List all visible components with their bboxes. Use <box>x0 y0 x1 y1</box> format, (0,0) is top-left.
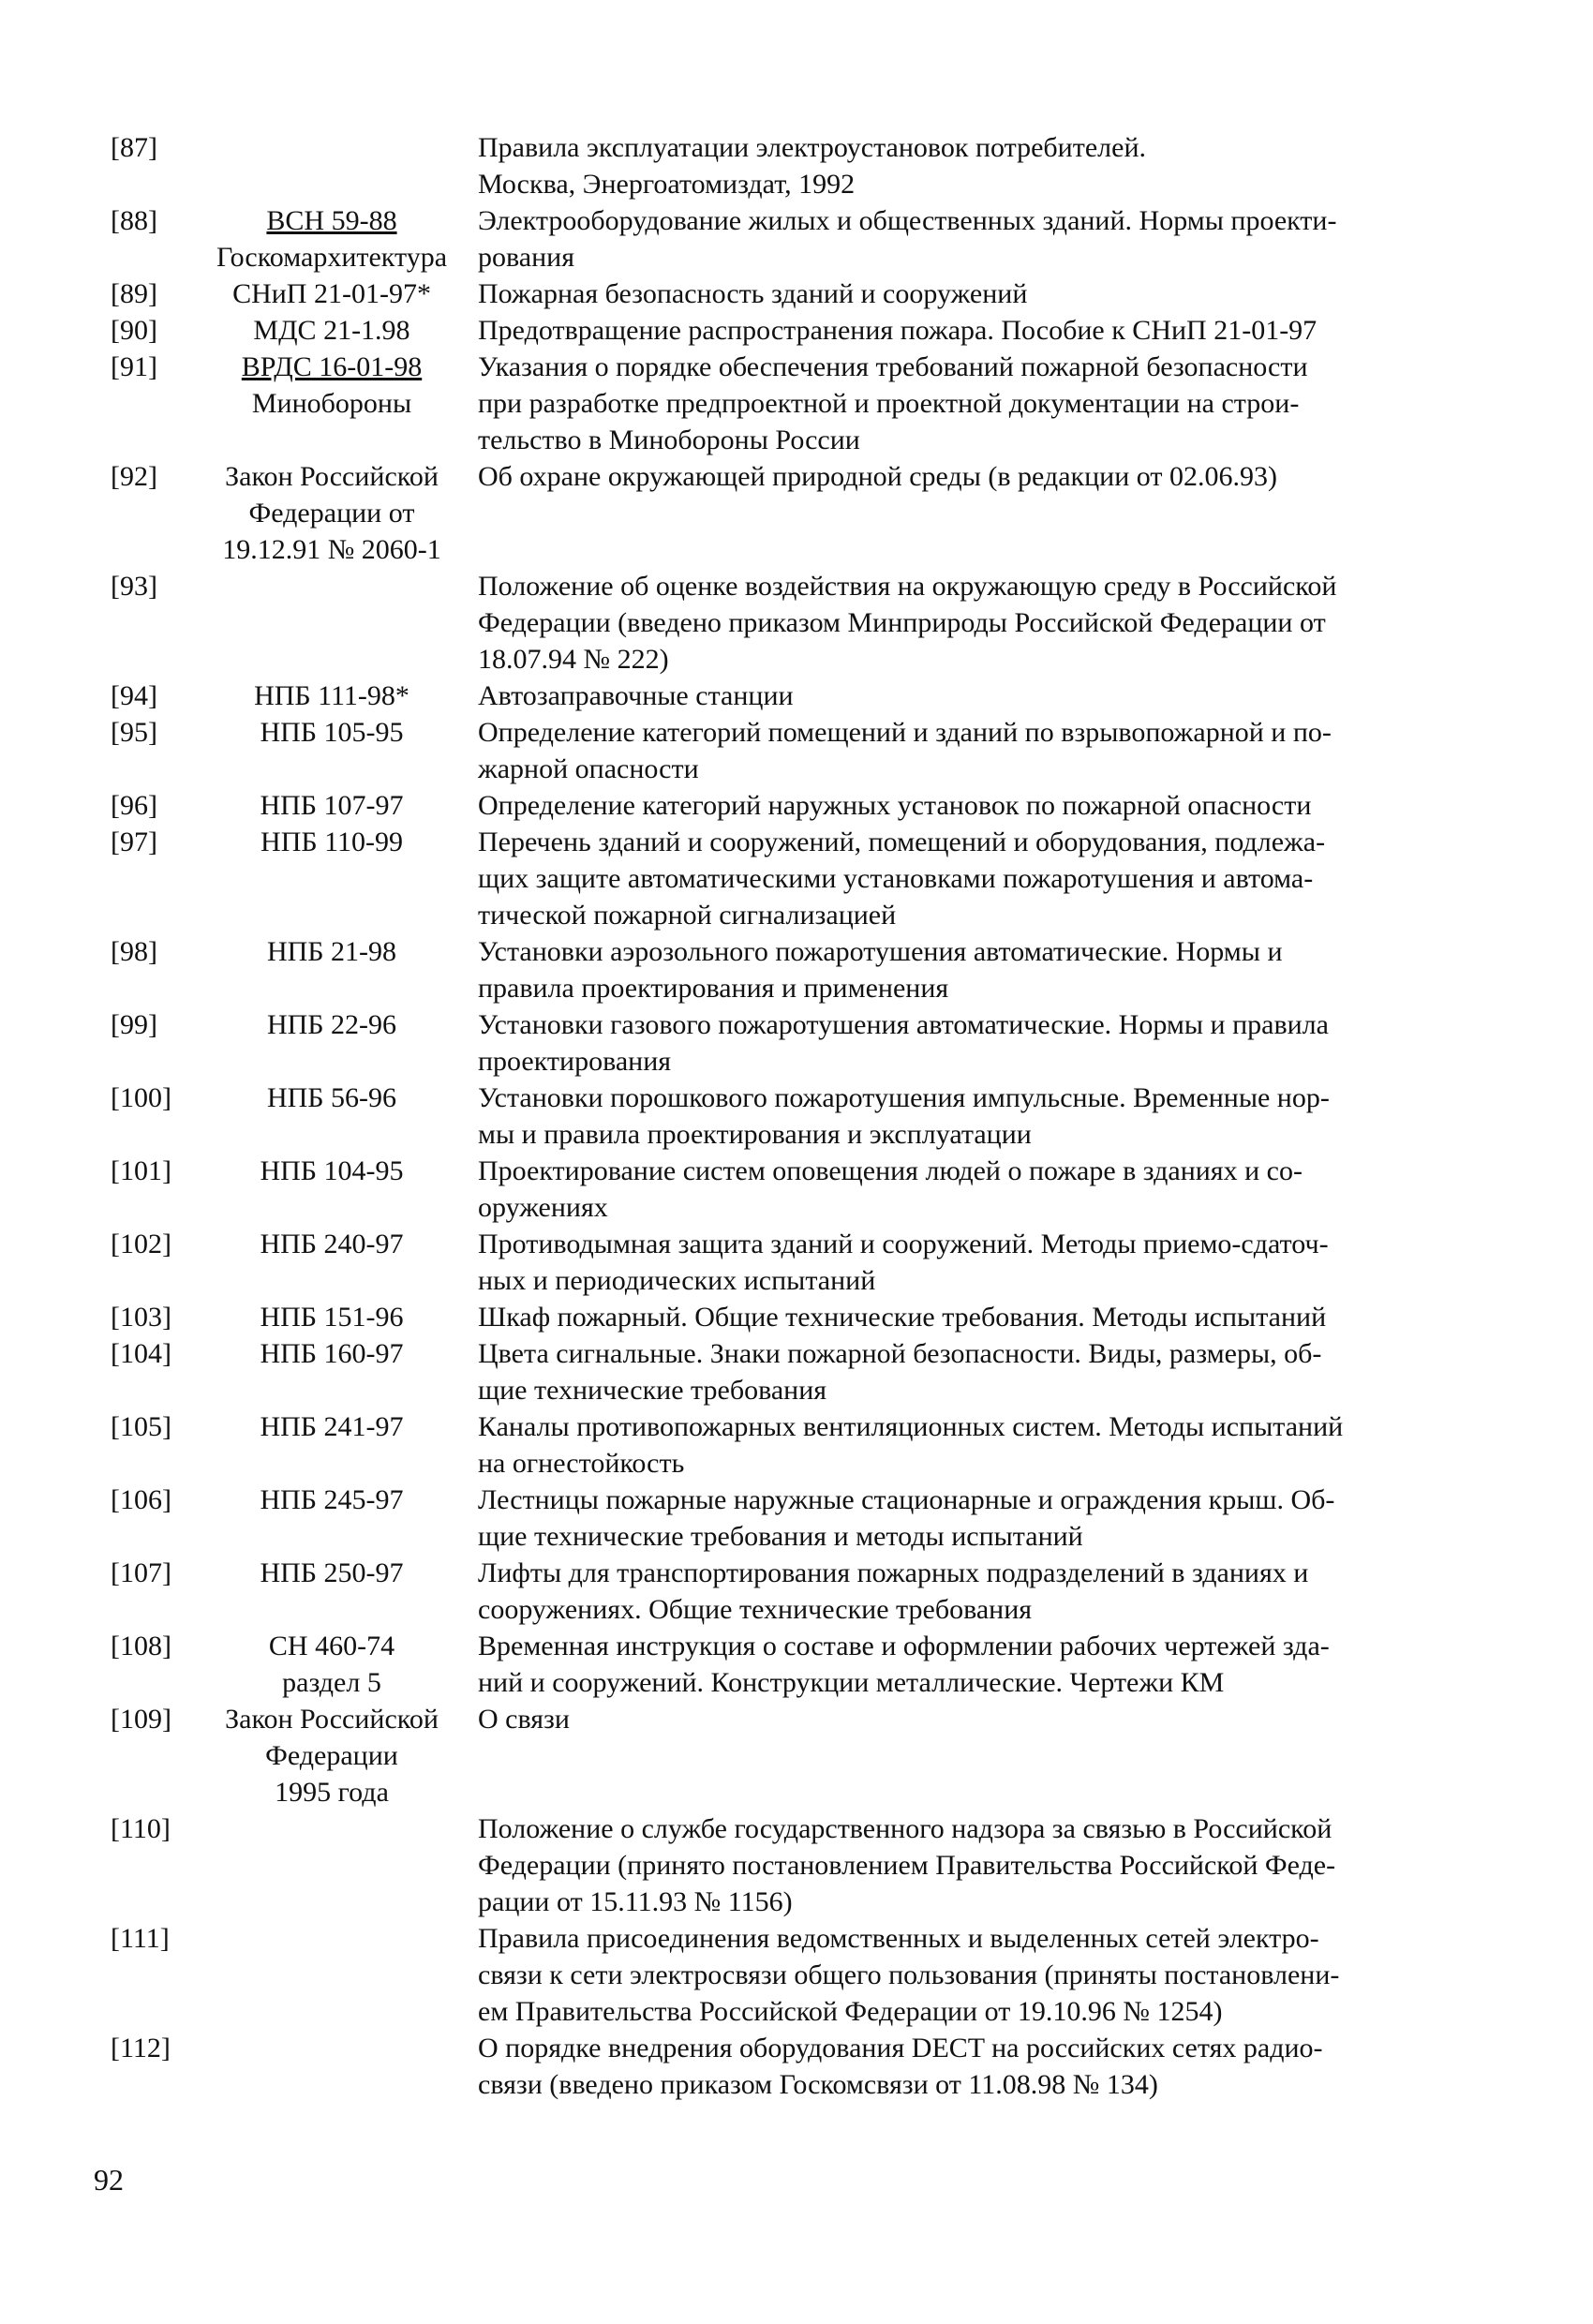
reference-row <box>111 1080 1488 1153</box>
reference-title: Перечень зданий и сооружений, помещений и оборудования, подлежа- щих защите автоматическими установками пожаротушения и автома- тической пожарной сигнализацией <box>478 827 1326 931</box>
reference-code: НПБ 241-97 <box>260 1411 404 1442</box>
reference-title: Электрооборудование жилых и общественных зданий. Нормы проекти- рования <box>478 205 1337 273</box>
reference-number: [108] <box>111 1631 171 1661</box>
reference-code: ВРДС 16-01-98 Минобороны <box>241 351 423 419</box>
reference-code: НПБ 240-97 <box>260 1229 404 1259</box>
reference-title: Правила эксплуатации электроустановок потребителей. Москва, Энергоатомиздат, 1992 <box>478 132 1146 200</box>
reference-number: [112] <box>111 2033 171 2063</box>
reference-title: Правила присоединения ведомственных и выделенных сетей электро- связи к сети электросвязи общего пользования (приняты постановлени- ем Правительства Российской Федерации от 19.10.96 № 1254) <box>478 1923 1340 2027</box>
page-number: 92 <box>94 2163 124 2197</box>
reference-number: [94] <box>111 680 157 711</box>
reference-title: Предотвращение распространения пожара. Пособие к СНиП 21-01-97 <box>478 315 1318 346</box>
reference-number: [106] <box>111 1484 171 1515</box>
reference-code: НПБ 21-98 <box>266 936 397 967</box>
reference-code: НПБ 160-97 <box>260 1338 404 1369</box>
reference-row <box>111 458 1488 568</box>
reference-row <box>111 1920 1488 2030</box>
reference-row <box>111 1701 1488 1810</box>
reference-code: НПБ 151-96 <box>260 1302 404 1333</box>
reference-title: Шкаф пожарный. Общие технические требования. Методы испытаний <box>478 1302 1327 1333</box>
reference-title: Временная инструкция о составе и оформлении рабочих чертежей зда- ний и сооружений. Конструкции металлические. Чертежи КМ <box>478 1631 1330 1698</box>
reference-number: [105] <box>111 1411 171 1442</box>
reference-number: [91] <box>111 351 157 382</box>
reference-row <box>111 312 1488 349</box>
reference-title: Цвета сигнальные. Знаки пожарной безопасности. Виды, размеры, об- щие технические требования <box>478 1338 1322 1406</box>
reference-number: [90] <box>111 315 157 346</box>
reference-list <box>111 129 1488 2103</box>
reference-code: НПБ 104-95 <box>260 1155 404 1186</box>
reference-code: НПБ 245-97 <box>260 1484 404 1515</box>
reference-title: О порядке внедрения оборудования DECT на российских сетях радио- связи (введено приказом Госкомсвязи от 11.08.98 № 134) <box>478 2033 1323 2100</box>
reference-title: Об охране окружающей природной среды (в редакции от 02.06.93) <box>478 461 1277 492</box>
reference-number: [89] <box>111 278 157 309</box>
reference-row <box>111 1226 1488 1299</box>
reference-code: НПБ 111-98* <box>254 680 409 711</box>
reference-row <box>111 933 1488 1006</box>
reference-row <box>111 349 1488 458</box>
reference-title: Лифты для транспортирования пожарных подразделений в зданиях и сооружениях. Общие технические требования <box>478 1557 1309 1625</box>
reference-code: НПБ 250-97 <box>260 1557 404 1588</box>
reference-code: МДС 21-1.98 <box>253 315 410 346</box>
reference-number: [103] <box>111 1302 171 1333</box>
reference-code: НПБ 22-96 <box>266 1009 397 1040</box>
reference-code: НПБ 110-99 <box>261 827 403 857</box>
reference-title: Каналы противопожарных вентиляционных систем. Методы испытаний на огнестойкость <box>478 1411 1344 1479</box>
reference-number: [98] <box>111 936 157 967</box>
reference-title: Положение об оценке воздействия на окружающую среду в Российской Федерации (введено приказом Минприроды Российской Федерации от 18.07.94 № 222) <box>478 571 1337 675</box>
reference-row <box>111 2030 1488 2103</box>
reference-title: Проектирование систем оповещения людей о пожаре в зданиях и со- оружениях <box>478 1155 1303 1223</box>
reference-code: НПБ 105-95 <box>260 717 404 748</box>
reference-row <box>111 714 1488 787</box>
reference-title: О связи <box>478 1704 570 1735</box>
reference-code: Закон Российской Федерации от 19.12.91 № 2060-1 <box>222 461 441 565</box>
reference-code: СН 460-74 раздел 5 <box>268 1631 395 1698</box>
reference-code: НПБ 107-97 <box>260 790 404 821</box>
reference-row <box>111 1810 1488 1920</box>
reference-number: [110] <box>111 1813 171 1844</box>
reference-title: Определение категорий помещений и зданий по взрывопожарной и по- жарной опасности <box>478 717 1332 784</box>
reference-number: [96] <box>111 790 157 821</box>
reference-number: [101] <box>111 1155 171 1186</box>
reference-number: [92] <box>111 461 157 492</box>
reference-title: Противодымная защита зданий и сооружений. Методы приемо-сдаточ- ных и периодических испытаний <box>478 1229 1329 1296</box>
reference-row <box>111 678 1488 714</box>
reference-row <box>111 1555 1488 1628</box>
reference-row <box>111 568 1488 678</box>
reference-row <box>111 129 1488 202</box>
reference-row <box>111 824 1488 933</box>
reference-code: НПБ 56-96 <box>266 1082 397 1113</box>
reference-number: [87] <box>111 132 157 163</box>
reference-title: Автозаправочные станции <box>478 680 794 711</box>
reference-number: [100] <box>111 1082 171 1113</box>
reference-row <box>111 787 1488 824</box>
reference-number: [104] <box>111 1338 171 1369</box>
reference-code: ВСН 59-88 Госкомархитектура <box>216 205 448 273</box>
reference-number: [111] <box>111 1923 170 1954</box>
reference-number: [107] <box>111 1557 171 1588</box>
reference-number: [102] <box>111 1229 171 1259</box>
reference-row <box>111 1408 1488 1482</box>
reference-row <box>111 1628 1488 1701</box>
reference-row <box>111 202 1488 276</box>
reference-title: Пожарная безопасность зданий и сооружений <box>478 278 1028 309</box>
reference-number: [95] <box>111 717 157 748</box>
reference-code: Закон Российской Федерации 1995 года <box>225 1704 439 1808</box>
reference-number: [109] <box>111 1704 171 1735</box>
reference-row <box>111 1335 1488 1408</box>
reference-row <box>111 1299 1488 1335</box>
reference-title: Положение о службе государственного надзора за связью в Российской Федерации (принято постановлением Правительства Российской Феде- рации от 15.11.93 № 1156) <box>478 1813 1336 1917</box>
reference-row <box>111 1482 1488 1555</box>
reference-number: [93] <box>111 571 157 602</box>
reference-title: Лестницы пожарные наружные стационарные и ограждения крыш. Об- щие технические требования и методы испытаний <box>478 1484 1335 1552</box>
reference-title: Установки аэрозольного пожаротушения автоматические. Нормы и правила проектирования и применения <box>478 936 1283 1004</box>
reference-title: Установки порошкового пожаротушения импульсные. Временные нор- мы и правила проектирования и эксплуатации <box>478 1082 1330 1150</box>
reference-number: [88] <box>111 205 157 236</box>
reference-title: Определение категорий наружных установок по пожарной опасности <box>478 790 1312 821</box>
reference-number: [97] <box>111 827 157 857</box>
reference-row <box>111 276 1488 312</box>
reference-title: Указания о порядке обеспечения требований пожарной безопасности при разработке предпроектной и проектной документации на строи- тельство в Минобороны России <box>478 351 1308 455</box>
reference-code: СНиП 21-01-97* <box>232 278 431 309</box>
reference-row <box>111 1006 1488 1080</box>
reference-row <box>111 1153 1488 1226</box>
reference-title: Установки газового пожаротушения автоматические. Нормы и правила проектирования <box>478 1009 1329 1077</box>
reference-number: [99] <box>111 1009 157 1040</box>
